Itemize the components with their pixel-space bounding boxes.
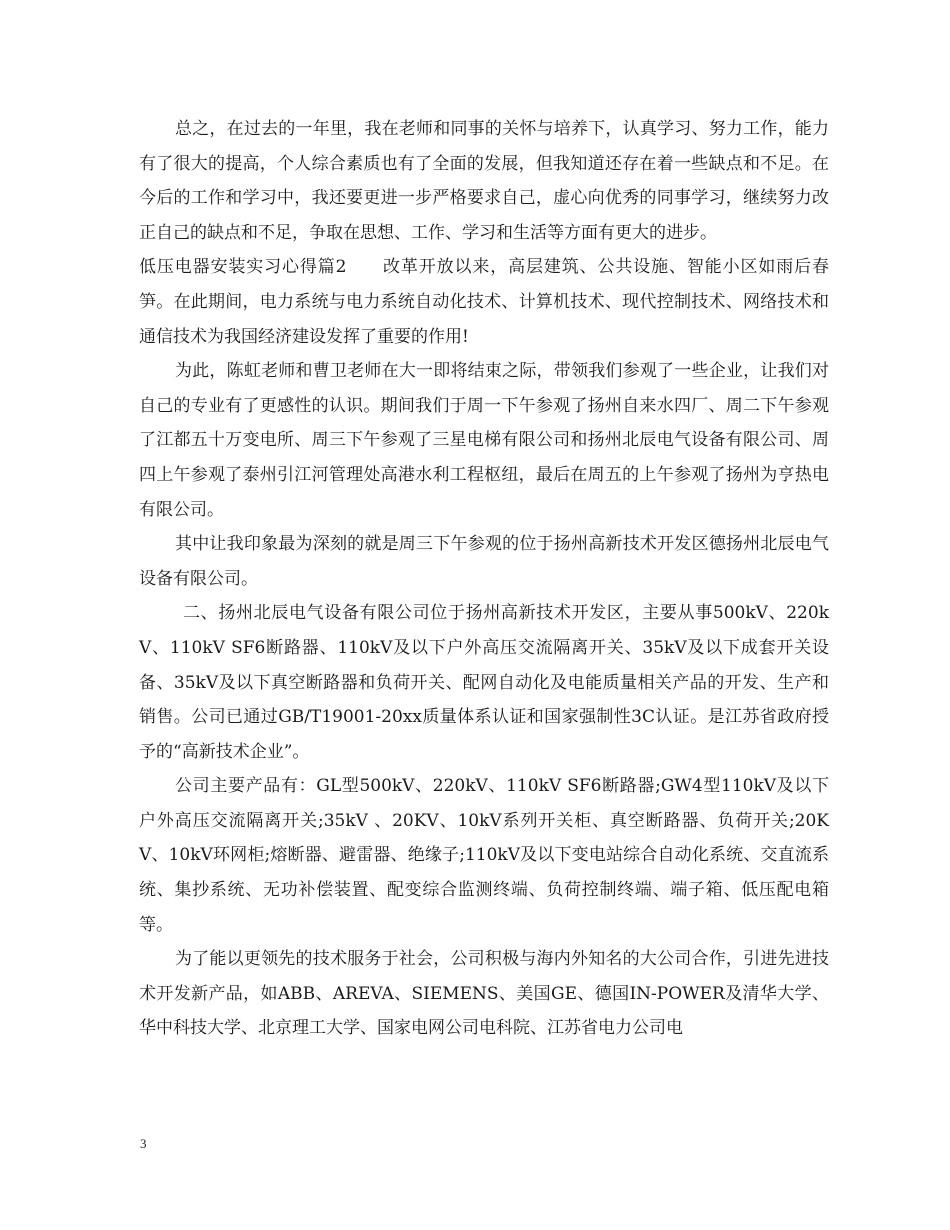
document-body <box>139 112 829 1046</box>
paragraph-cooperation: 为了能以更领先的技术服务于社会，公司积极与海内外知名的大公司合作，引进先进技术开发新产品，如ABB、AREVA、SIEMENS、美国GE、德国IN-POWER及清华大学、华中科技大学、北京理工大学、国家电网公司电科院、江苏省电力公司电 <box>139 949 829 1039</box>
page-number: 3 <box>140 1136 147 1151</box>
paragraph-impression: 其中让我印象最为深刻的就是周三下午参观的位于扬州高新技术开发区德扬州北辰电气设备有限公司。 <box>139 534 829 589</box>
paragraph-company-intro: 二、扬州北辰电气设备有限公司位于扬州高新技术开发区，主要从事500kV、220kV、110kV SF6断路器、110kV及以下户外高压交流隔离开关、35kV及以下成套开关设备、35kV及以下真空断路器和负荷开关、配网自动化及电能质量相关产品的开发、生产和销售。公司已通过GB/T19001-20xx质量体系认证和国家强制性3C认证。是江苏省政府授予的“高新技术企业”。 <box>139 603 829 762</box>
paragraph-visit-overview: 为此，陈虹老师和曹卫老师在大一即将结束之际，带领我们参观了一些企业，让我们对自己的专业有了更感性的认识。期间我们于周一下午参观了扬州自来水四厂、周二下午参观了江都五十万变电所、周三下午参观了三星电梯有限公司和扬州北辰电气设备有限公司、周四上午参观了泰州引江河管理处高港水利工程枢纽，最后在周五的上午参观了扬州为亨热电有限公司。 <box>139 361 829 520</box>
paragraph-section-2-intro: 低压电器安装实习心得篇2 改革开放以来，高层建筑、公共设施、智能小区如雨后春笋。在此期间，电力系统与电力系统自动化技术、计算机技术、现代控制技术、网络技术和通信技术为我国经济建设发挥了重要的作用! <box>139 257 829 347</box>
paragraph-main-products: 公司主要产品有：GL型500kV、220kV、110kV SF6断路器;GW4型110kV及以下户外高压交流隔离开关;35kV 、20KV、10kV系列开关柜、真空断路器、负荷开关;20KV、10kV环网柜;熔断器、避雷器、绝缘子;110kV及以下变电站综合自动化系统、交直流系统、集抄系统、无功补偿装置、配变综合监测终端、负荷控制终端、端子箱、低压配电箱等。 <box>139 776 829 935</box>
paragraph-summary: 总之，在过去的一年里，我在老师和同事的关怀与培养下，认真学习、努力工作，能力有了很大的提高，个人综合素质也有了全面的发展，但我知道还存在着一些缺点和不足。在今后的工作和学习中，我还要更进一步严格要求自己，虚心向优秀的同事学习，继续努力改正自己的缺点和不足，争取在思想、工作、学习和生活等方面有更大的进步。 <box>139 119 829 243</box>
